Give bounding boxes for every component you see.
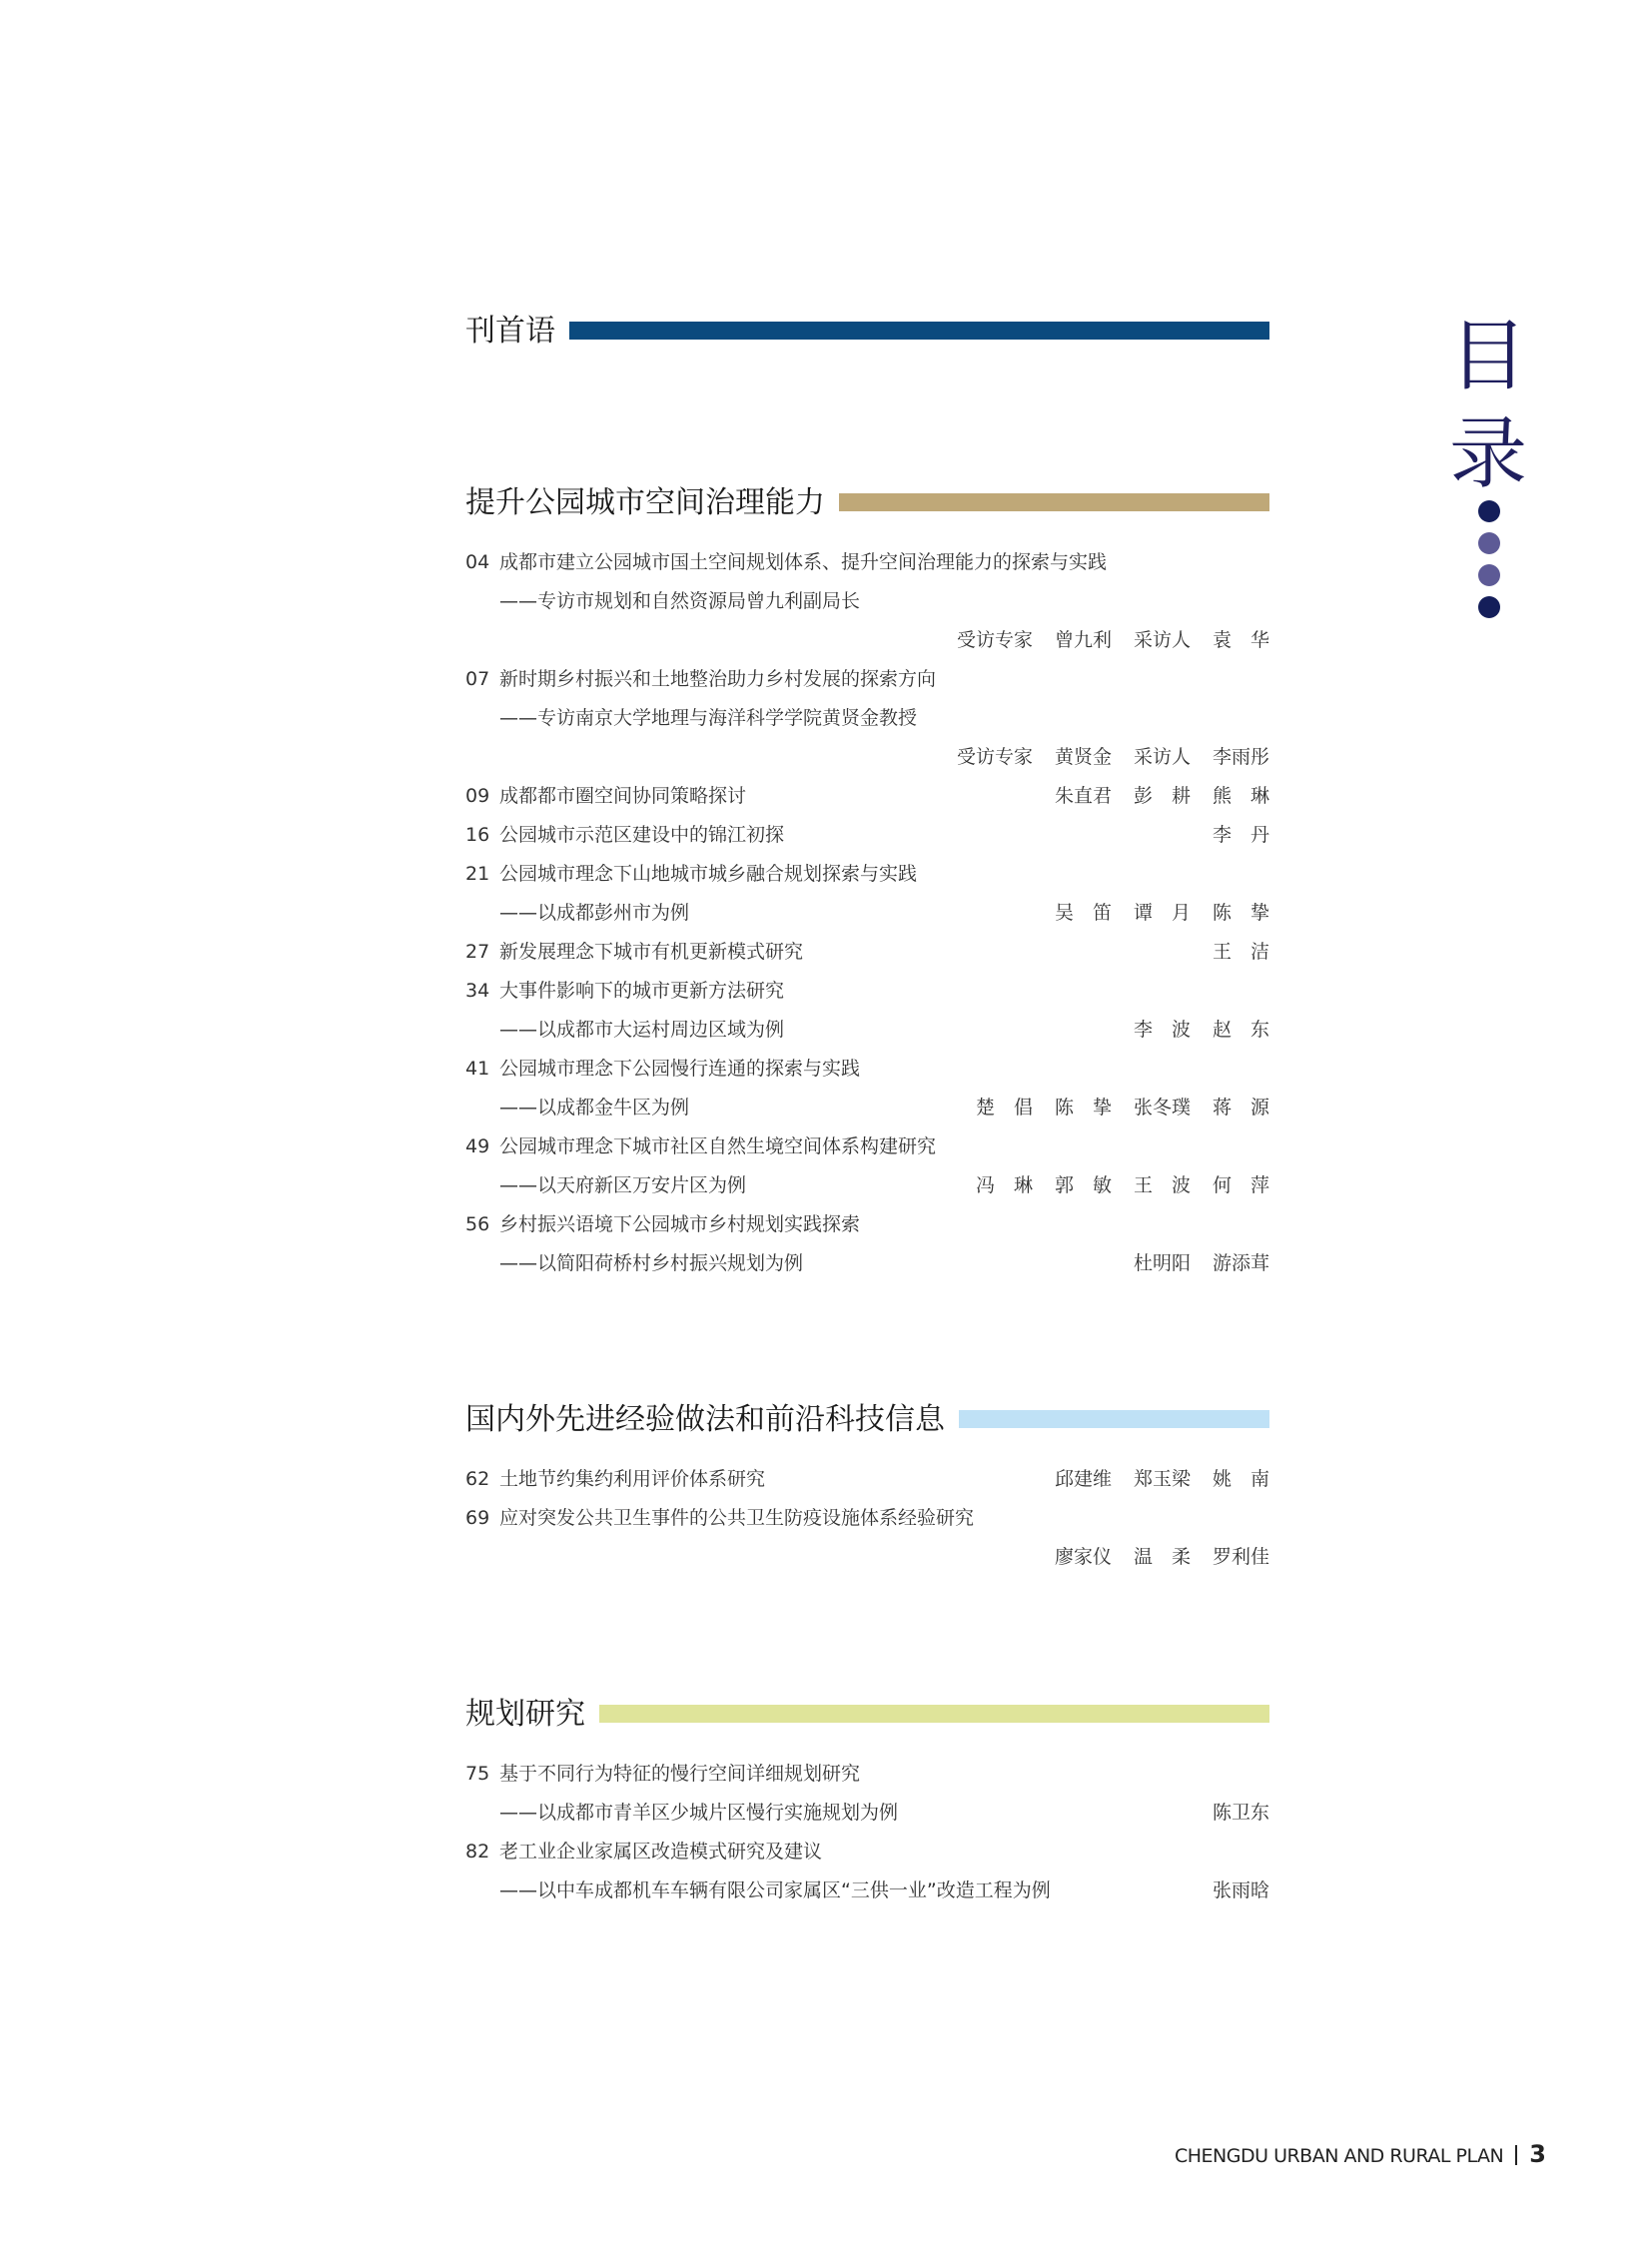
toc-entry[interactable] <box>465 1166 1269 1205</box>
section-header <box>465 483 1269 523</box>
section-header <box>465 1400 1269 1440</box>
author-name: 邱建维 <box>1054 1468 1112 1490</box>
toc-entry[interactable] <box>465 1089 1269 1127</box>
entry-page-number: 62 <box>465 1468 490 1490</box>
toc-entry[interactable] <box>465 1460 1269 1499</box>
entry-authors <box>976 1089 1269 1127</box>
toc-entry[interactable] <box>465 1127 1269 1166</box>
section-title: 规划研究 <box>465 1697 585 1732</box>
decorative-dot-icon <box>1478 564 1500 586</box>
vertical-title-char: 录 <box>1448 409 1527 499</box>
author-name: 王 波 <box>1133 1174 1191 1196</box>
toc-entry[interactable] <box>465 1011 1269 1050</box>
entry-title: 新时期乡村振兴和土地整治助力乡村发展的探索方向 <box>499 668 937 690</box>
section-color-bar <box>959 1410 1269 1428</box>
section-entries <box>465 1755 1269 1910</box>
toc-entry[interactable] <box>465 816 1269 855</box>
section-color-bar <box>839 493 1269 511</box>
author-name: 郭 敏 <box>1054 1174 1112 1196</box>
entry-authors <box>957 621 1269 660</box>
author-name: 蒋 源 <box>1212 1097 1269 1119</box>
entry-page-number: 16 <box>465 824 490 846</box>
author-name: 杜明阳 <box>1133 1252 1191 1274</box>
entry-authors <box>1134 1244 1269 1283</box>
entry-page-number: 04 <box>465 551 490 573</box>
entry-page-number: 27 <box>465 941 490 963</box>
entry-subtitle: ——以成都市青羊区少城片区慢行实施规划为例 <box>499 1802 899 1824</box>
toc-entry[interactable] <box>465 660 1269 699</box>
page-number: 3 <box>1529 2140 1546 2168</box>
author-name: 吴 笛 <box>1054 902 1112 924</box>
toc-section <box>465 483 1269 1283</box>
toc-entry[interactable] <box>465 699 1269 738</box>
author-name: 张冬璞 <box>1133 1097 1191 1119</box>
entry-subtitle: ——专访市规划和自然资源局曾九利副局长 <box>499 590 861 612</box>
entry-authors <box>1055 894 1269 933</box>
author-name: 受访专家 <box>956 629 1033 651</box>
entry-title: 成都市建立公园城市国土空间规划体系、提升空间治理能力的探索与实践 <box>499 551 1108 573</box>
entry-title: 基于不同行为特征的慢行空间详细规划研究 <box>499 1763 861 1785</box>
entry-subtitle: ——以天府新区万安片区为例 <box>499 1174 747 1196</box>
author-name: 受访专家 <box>956 746 1033 768</box>
entry-title: 新发展理念下城市有机更新模式研究 <box>499 941 804 963</box>
entry-page-number: 41 <box>465 1058 490 1080</box>
entry-page-number: 69 <box>465 1507 490 1529</box>
entry-subtitle: ——以简阳荷桥村乡村振兴规划为例 <box>499 1252 804 1274</box>
entry-subtitle: ——以成都市大运村周边区域为例 <box>499 1019 785 1041</box>
author-name: 李 波 <box>1133 1019 1191 1041</box>
author-name: 曾九利 <box>1054 629 1112 651</box>
toc-entry[interactable] <box>465 543 1269 582</box>
author-name: 陈 挚 <box>1054 1097 1112 1119</box>
toc-entry[interactable] <box>465 1833 1269 1871</box>
toc-entry[interactable] <box>465 1050 1269 1089</box>
author-name: 采访人 <box>1133 629 1191 651</box>
section-title: 刊首语 <box>465 314 555 349</box>
author-name: 采访人 <box>1133 746 1191 768</box>
toc-section <box>465 1400 1269 1577</box>
vertical-title <box>1448 308 1528 503</box>
author-name: 李雨彤 <box>1212 746 1269 768</box>
entry-page-number: 07 <box>465 668 490 690</box>
entry-title: 成都都市圈空间协同策略探讨 <box>499 785 747 807</box>
entry-page-number: 34 <box>465 980 490 1002</box>
section-title: 国内外先进经验做法和前沿科技信息 <box>465 1402 945 1437</box>
vertical-title-char: 目 <box>1448 312 1527 401</box>
author-name: 李 丹 <box>1212 824 1269 846</box>
section-header <box>465 312 1269 352</box>
toc-entry[interactable] <box>465 1871 1269 1910</box>
entry-title: 老工业企业家属区改造模式研究及建议 <box>499 1841 823 1863</box>
entry-page-number: 09 <box>465 785 490 807</box>
entry-title: 公园城市理念下城市社区自然生境空间体系构建研究 <box>499 1135 937 1157</box>
toc-entry[interactable] <box>465 1538 1269 1577</box>
author-name: 彭 耕 <box>1133 785 1191 807</box>
entry-page-number: 56 <box>465 1213 490 1235</box>
entry-authors <box>1055 1538 1269 1577</box>
author-name: 谭 月 <box>1133 902 1191 924</box>
decorative-dot-icon <box>1478 500 1500 522</box>
toc-entry[interactable] <box>465 1755 1269 1794</box>
toc-entry[interactable] <box>465 738 1269 777</box>
entry-title: 应对突发公共卫生事件的公共卫生防疫设施体系经验研究 <box>499 1507 975 1529</box>
entry-title: 土地节约集约利用评价体系研究 <box>499 1468 766 1490</box>
toc-entry[interactable] <box>465 1205 1269 1244</box>
footer-divider <box>1515 2145 1517 2165</box>
decorative-dot-icon <box>1478 532 1500 554</box>
entry-page-number: 82 <box>465 1841 490 1863</box>
entry-title: 公园城市理念下山地城市城乡融合规划探索与实践 <box>499 863 918 885</box>
author-name: 黄贤金 <box>1054 746 1112 768</box>
entry-title: 公园城市理念下公园慢行连通的探索与实践 <box>499 1058 861 1080</box>
author-name: 温 柔 <box>1133 1546 1191 1568</box>
author-name: 游添茸 <box>1212 1252 1269 1274</box>
entry-title: 大事件影响下的城市更新方法研究 <box>499 980 785 1002</box>
entry-page-number: 21 <box>465 863 490 885</box>
page-footer <box>1175 2140 1545 2170</box>
journal-name: CHENGDU URBAN AND RURAL PLAN <box>1175 2145 1504 2167</box>
entry-authors <box>1213 933 1269 972</box>
toc-entry[interactable] <box>465 1244 1269 1283</box>
entry-subtitle: ——以中车成都机车车辆有限公司家属区“三供一业”改造工程为例 <box>499 1879 1051 1901</box>
entry-authors <box>1134 1011 1269 1050</box>
entry-subtitle: ——以成都金牛区为例 <box>499 1097 690 1119</box>
author-name: 楚 倡 <box>975 1097 1033 1119</box>
toc-entry[interactable] <box>465 894 1269 933</box>
entry-authors <box>1213 1794 1269 1833</box>
entry-authors <box>957 738 1269 777</box>
entry-page-number: 75 <box>465 1763 490 1785</box>
entry-authors <box>1213 816 1269 855</box>
author-name: 冯 琳 <box>975 1174 1033 1196</box>
entry-title: 公园城市示范区建设中的锦江初探 <box>499 824 785 846</box>
section-entries <box>465 543 1269 1283</box>
entry-authors <box>1055 1460 1269 1499</box>
author-name: 陈卫东 <box>1212 1802 1269 1824</box>
section-title: 提升公园城市空间治理能力 <box>465 485 825 520</box>
author-name: 袁 华 <box>1212 629 1269 651</box>
author-name: 郑玉梁 <box>1133 1468 1191 1490</box>
author-name: 姚 南 <box>1212 1468 1269 1490</box>
author-name: 王 洁 <box>1212 941 1269 963</box>
entry-page-number: 49 <box>465 1135 490 1157</box>
toc-entry[interactable] <box>465 933 1269 972</box>
section-color-bar <box>599 1705 1269 1723</box>
section-color-bar <box>569 322 1269 340</box>
toc-entry[interactable] <box>465 777 1269 816</box>
author-name: 朱直君 <box>1054 785 1112 807</box>
toc-entry[interactable] <box>465 582 1269 621</box>
author-name: 罗利佳 <box>1212 1546 1269 1568</box>
toc-section <box>465 312 1269 352</box>
toc-entry[interactable] <box>465 855 1269 894</box>
entry-title: 乡村振兴语境下公园城市乡村规划实践探索 <box>499 1213 861 1235</box>
toc-entry[interactable] <box>465 621 1269 660</box>
toc-entry[interactable] <box>465 972 1269 1011</box>
entry-authors <box>976 1166 1269 1205</box>
author-name: 陈 挚 <box>1212 902 1269 924</box>
entry-subtitle: ——以成都彭州市为例 <box>499 902 690 924</box>
author-name: 何 萍 <box>1212 1174 1269 1196</box>
section-header <box>465 1695 1269 1735</box>
toc-entry[interactable] <box>465 1499 1269 1538</box>
entry-subtitle: ——专访南京大学地理与海洋科学学院黄贤金教授 <box>499 707 918 729</box>
author-name: 熊 琳 <box>1212 785 1269 807</box>
author-name: 廖家仪 <box>1054 1546 1112 1568</box>
toc-entry[interactable] <box>465 1794 1269 1833</box>
entry-authors <box>1213 1871 1269 1910</box>
entry-authors <box>1055 777 1269 816</box>
author-name: 张雨晗 <box>1212 1879 1269 1901</box>
toc-section <box>465 1695 1269 1910</box>
decorative-dot-icon <box>1478 596 1500 618</box>
author-name: 赵 东 <box>1212 1019 1269 1041</box>
section-entries <box>465 1460 1269 1577</box>
